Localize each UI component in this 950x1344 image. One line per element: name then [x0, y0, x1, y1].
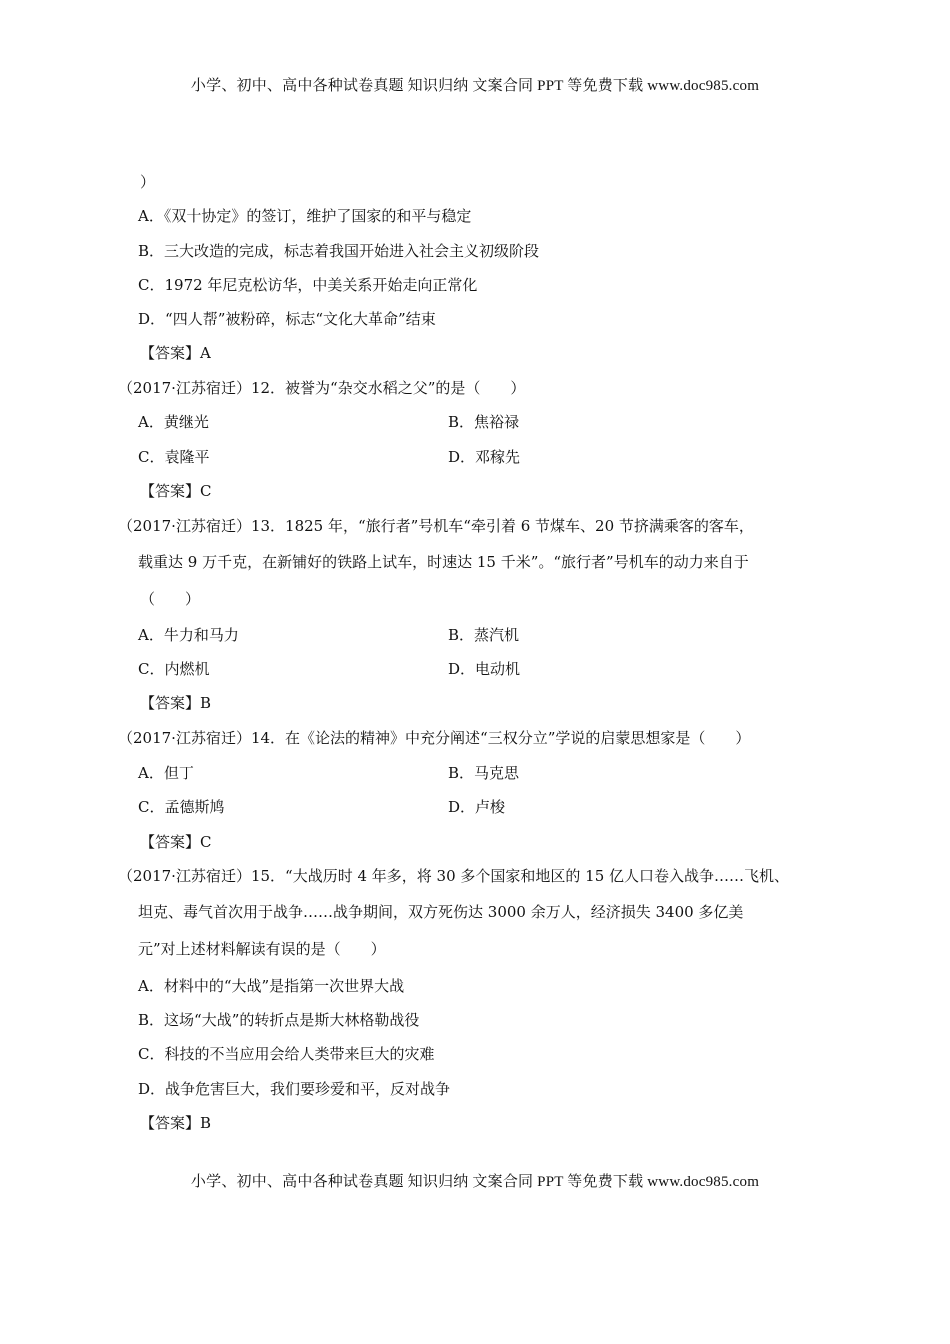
q12-option-b: B．焦裕禄 [448, 413, 520, 431]
q14-option-b: B．马克思 [448, 764, 520, 782]
q15-option-c: C．科技的不当应用会给人类带来巨大的灾难 [138, 1045, 435, 1063]
q11-option-a: A．《双十协定》的签订，维护了国家的和平与稳定 [138, 207, 472, 225]
q15-option-a: A．材料中的“大战”是指第一次世界大战 [138, 977, 405, 995]
q13-stem-line-3: （ ） [140, 590, 201, 608]
q15-answer: 【答案】B [140, 1114, 212, 1132]
q11-option-d: D．“四人帮”被粉碎，标志“文化大革命”结束 [138, 310, 436, 328]
q11-option-c: C．1972 年尼克松访华，中美关系开始走向正常化 [138, 276, 478, 294]
q11-answer: 【答案】A [140, 344, 211, 362]
q15-option-b: B．这场“大战”的转折点是斯大林格勒战役 [138, 1011, 420, 1029]
q13-stem-line-1: （2017·江苏宿迁）13．1825 年，“旅行者”号机车“牵引着 6 节煤车、20 节挤满乘客的客车， [118, 517, 754, 535]
q13-answer: 【答案】B [140, 694, 212, 712]
q12-stem: （2017·江苏宿迁）12．被誉为“杂交水稻之父”的是（ ） [118, 379, 526, 397]
q11-option-b: B．三大改造的完成，标志着我国开始进入社会主义初级阶段 [138, 242, 540, 260]
q14-option-a: A．但丁 [138, 764, 194, 782]
q12-option-d: D．邓稼先 [448, 448, 521, 466]
q13-option-a: A．牛力和马力 [138, 626, 239, 644]
page-header: 小学、初中、高中各种试卷真题 知识归纳 文案合同 PPT 等免费下载 www.doc985.com [190, 78, 760, 94]
q14-answer: 【答案】C [140, 833, 212, 851]
q12-option-a: A．黄继光 [138, 413, 209, 431]
page-footer: 小学、初中、高中各种试卷真题 知识归纳 文案合同 PPT 等免费下载 www.doc985.com [190, 1174, 760, 1190]
q14-option-c: C．孟德斯鸠 [138, 798, 225, 816]
q12-answer: 【答案】C [140, 482, 212, 500]
q13-option-c: C．内燃机 [138, 660, 210, 678]
q13-stem-line-2: 载重达 9 万千克，在新铺好的铁路上试车，时速达 15 千米”。“旅行者”号机车的动力来自于 [138, 553, 749, 571]
q15-stem-line-3: 元”对上述材料解读有误的是（ ） [138, 940, 386, 958]
q15-stem-line-1: （2017·江苏宿迁）15．“大战历时 4 年多，将 30 多个国家和地区的 15 亿人口卷入战争……飞机、 [118, 867, 790, 885]
q11-stem-tail: ） [140, 173, 156, 191]
q14-option-d: D．卢梭 [448, 798, 506, 816]
q14-stem: （2017·江苏宿迁）14．在《论法的精神》中充分阐述“三权分立”学说的启蒙思想家是（ ） [118, 729, 751, 747]
q13-option-b: B．蒸汽机 [448, 626, 520, 644]
q15-stem-line-2: 坦克、毒气首次用于战争……战争期间，双方死伤达 3000 余万人，经济损失 3400 多亿美 [138, 903, 744, 921]
q15-option-d: D．战争危害巨大，我们要珍爱和平，反对战争 [138, 1080, 451, 1098]
q12-option-c: C．袁隆平 [138, 448, 210, 466]
q13-option-d: D．电动机 [448, 660, 521, 678]
